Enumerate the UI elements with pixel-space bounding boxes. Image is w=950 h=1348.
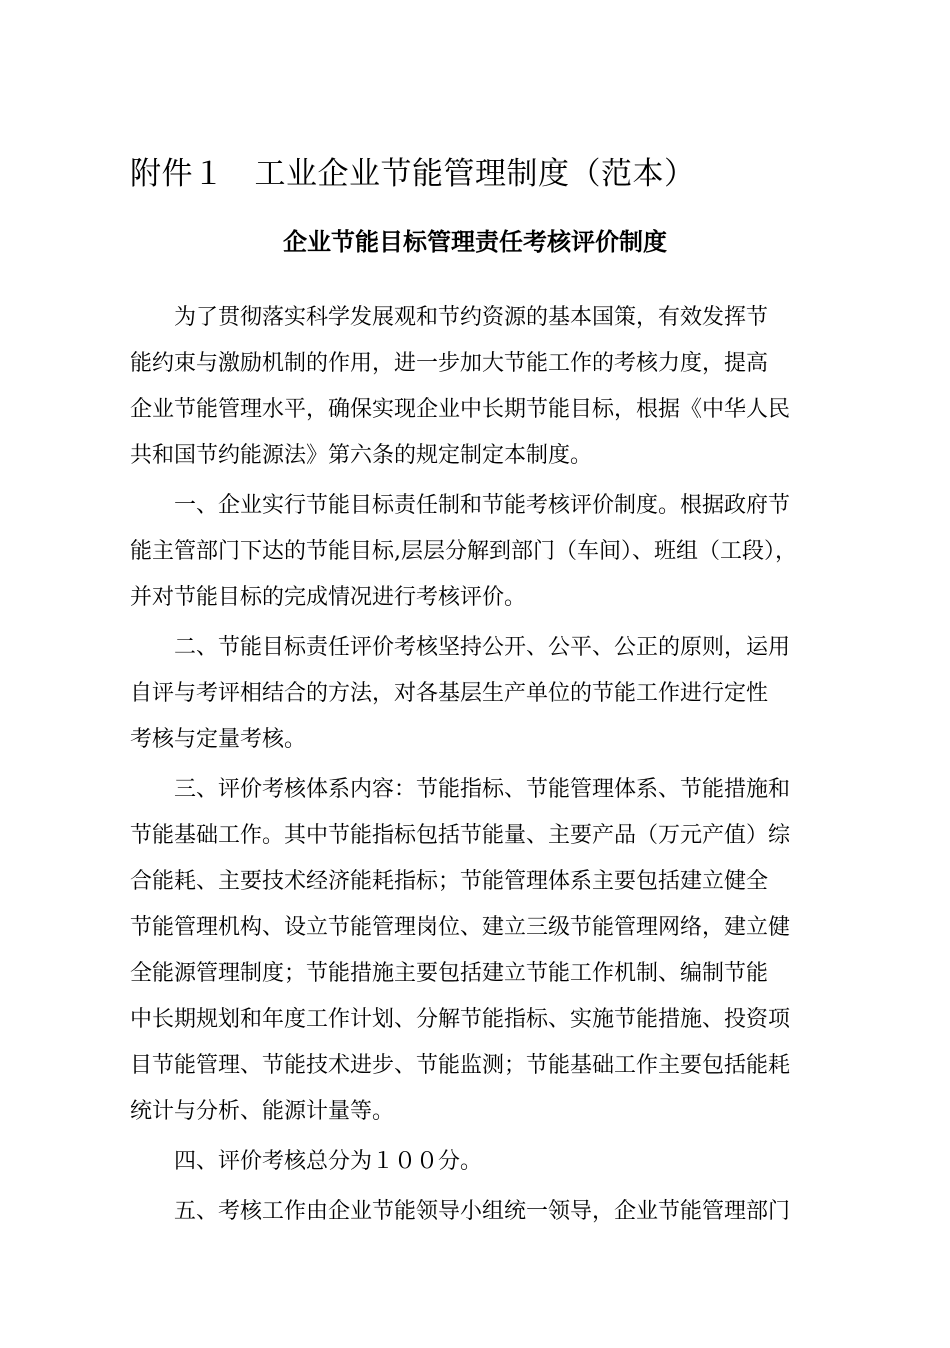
text-line: 节能基础工作。其中节能指标包括节能量、主要产品（万元产值）综 bbox=[130, 823, 791, 848]
text-line: 全能源管理制度；节能措施主要包括建立节能工作机制、编制节能 bbox=[130, 961, 769, 986]
paragraph-article-1 bbox=[130, 483, 830, 621]
text-line: 合能耗、主要技术经济能耗指标；节能管理体系主要包括建立健全 bbox=[130, 869, 769, 894]
text-line: 一、企业实行节能目标责任制和节能考核评价制度。根据政府节 bbox=[174, 493, 791, 518]
paragraph-article-4 bbox=[130, 1139, 830, 1185]
paragraph-article-5 bbox=[130, 1189, 830, 1235]
text-line: 四、评价考核总分为１００分。 bbox=[174, 1149, 483, 1174]
text-line: 节能管理机构、设立节能管理岗位、建立三级节能管理网络，建立健 bbox=[130, 915, 791, 940]
text-line: 二、节能目标责任评价考核坚持公开、公平、公正的原则，运用 bbox=[174, 635, 791, 660]
document-subtitle: 企业节能目标管理责任考核评价制度 bbox=[283, 228, 667, 256]
text-line: 三、评价考核体系内容：节能指标、节能管理体系、节能措施和 bbox=[174, 777, 791, 802]
text-line: 企业节能管理水平，确保实现企业中长期节能目标，根据《中华人民 bbox=[130, 397, 791, 422]
paragraph-article-3 bbox=[130, 767, 830, 1135]
document-body bbox=[130, 295, 830, 1235]
text-line: 考核与定量考核。 bbox=[130, 727, 307, 752]
paragraph-article-2 bbox=[130, 625, 830, 763]
text-line: 共和国节约能源法》第六条的规定制定本制度。 bbox=[130, 443, 593, 468]
text-line: 并对节能目标的完成情况进行考核评价。 bbox=[130, 585, 527, 610]
text-line: 目节能管理、节能技术进步、节能监测；节能基础工作主要包括能耗 bbox=[130, 1053, 791, 1078]
document-heading bbox=[130, 152, 696, 196]
text-line: 五、考核工作由企业节能领导小组统一领导，企业节能管理部门 bbox=[174, 1199, 791, 1224]
text-line: 自评与考评相结合的方法，对各基层生产单位的节能工作进行定性 bbox=[130, 681, 769, 706]
text-line: 能约束与激励机制的作用，进一步加大节能工作的考核力度，提高 bbox=[130, 351, 769, 376]
document-title: 工业企业节能管理制度（范本） bbox=[254, 156, 696, 192]
paragraph-intro bbox=[130, 295, 830, 479]
text-line: 能主管部门下达的节能目标,层层分解到部门（车间）、班组（工段）， bbox=[130, 539, 797, 564]
text-line: 为了贯彻落实科学发展观和节约资源的基本国策，有效发挥节 bbox=[174, 305, 769, 330]
text-line: 统计与分析、能源计量等。 bbox=[130, 1099, 395, 1124]
attachment-label: 附件１ bbox=[130, 156, 225, 192]
text-line: 中长期规划和年度工作计划、分解节能指标、实施节能措施、投资项 bbox=[130, 1007, 791, 1032]
